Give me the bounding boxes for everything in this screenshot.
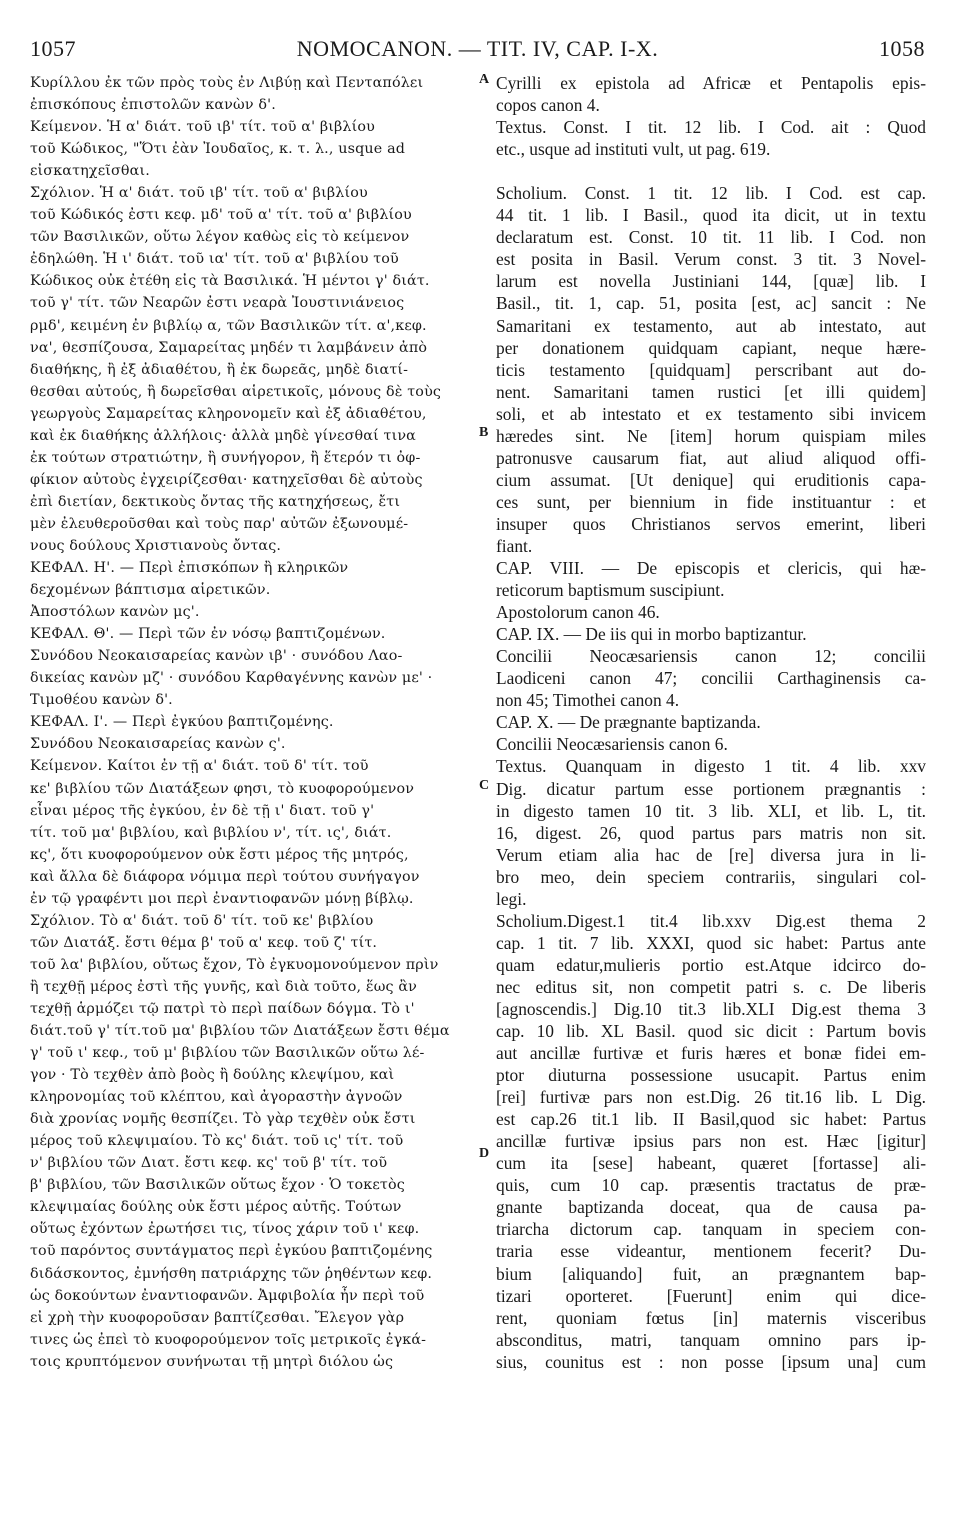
- page-number-right: 1058: [879, 36, 925, 61]
- greek-text-line: τοῦ παρόντος συντάγματος περὶ ἐγκύου βαπτιζομένης: [30, 1243, 433, 1260]
- greek-text-line: να', θεσπίζουσα, Σαμαρείτας μηδέν τι λαμβάνειν ἀπὸ: [30, 339, 428, 356]
- latin-text-line: quam edatur,mulieris portio est.Atque idcirco do-: [496, 954, 926, 975]
- latin-text-line: ticis testamento [quidquam] perscribant aut do-: [496, 359, 926, 380]
- latin-text-line: est cap.26 tit.1 lib. II Basil,quod sic habet: Partus: [496, 1109, 926, 1130]
- latin-text-line: bium [aliquando] fuit, an prægnantem bap-: [496, 1263, 926, 1284]
- greek-text-line: καὶ ἐκ διαθήκης ἀλλήλοις· ἀλλὰ μηδὲ γίνεσθαί τινα: [30, 427, 416, 444]
- greek-text-line: Κώδικος οὐκ ἐτέθη εἰς τὰ Βασιλικά. Ἡ μέντοι γ' διάτ.: [30, 273, 430, 290]
- latin-text-line: ancillæ furtivæ ipsius pars non est. Hæc [igitur]: [496, 1131, 926, 1152]
- greek-text-line: γ' τοῦ ι' κεφ., τοῦ μ' βιβλίου τῶν Βασιλικῶν οὕτω λέ-: [30, 1045, 425, 1062]
- latin-text-line: patronusve causarum fiat, aut aliud aliquod offi-: [496, 447, 926, 468]
- greek-text-line: ἐπὶ διετίαν, δεκτικοὺς ὄντας τῆς κατηχήσεως, ἔτι: [30, 493, 401, 510]
- greek-text-line: εἶναι μέρος τῆς ἐγκύου, ἐν δὲ τῇ ι' διατ. τοῦ γ': [30, 802, 375, 819]
- latin-text-line: absconditus, matri, tanquam omnino pars ip-: [496, 1329, 926, 1350]
- greek-text-line: ΚΕΦΑΛ. Ι'. — Περὶ ἐγκύου βαπτιζομένης.: [30, 714, 334, 731]
- latin-text-line: larum est novella Justiniani 144, [quæ] lib. I: [496, 271, 926, 292]
- latin-text-line: Cyrilli ex epistola ad Africæ et Pentapolis epis-: [496, 73, 926, 93]
- greek-text-line: ν' βιβλίου τῶν Διατ. ἔστι κεφ. κς' τοῦ β' τίτ. τοῦ: [30, 1155, 388, 1172]
- latin-text-line: [496, 160, 926, 182]
- latin-text-line: CAP. VIII. — De episcopis et clericis, qui hæ-: [496, 558, 926, 579]
- latin-text-line: Scholium.Digest.1 tit.4 lib.xxv Dig.est thema 2: [496, 910, 926, 931]
- latin-text-line: Laodiceni canon 47; concilii Carthaginensis ca-: [496, 668, 926, 689]
- latin-text-line: cum ita [sese] habeant, quæret [fortasse] ali-: [496, 1153, 926, 1174]
- greek-text-line: Σχόλιον. Ἡ α' διάτ. τοῦ ιβ' τίτ. τοῦ α' βιβλίου: [30, 185, 368, 202]
- latin-text-line: Concilii Neocæsariensis canon 6.: [496, 734, 728, 755]
- greek-text-line: Κυρίλλου ἐκ τῶν πρὸς τοὺς ἐν Λιβύῃ καὶ Πενταπόλει: [30, 75, 424, 91]
- latin-text-column: [496, 72, 926, 1527]
- section-marker-d: D: [479, 1146, 490, 1161]
- page-number-left: 1057: [30, 36, 76, 61]
- greek-text-line: μέρος τοῦ κλεψιμαίου. Τὸ κς' διάτ. τοῦ ις' τίτ. τοῦ: [30, 1133, 404, 1150]
- latin-text-line: Verum etiam alia hac de [re] diversa jura in li-: [496, 844, 926, 865]
- latin-text-line: aut ancillæ furtivæ et furis hæres et bonæ fidei em-: [496, 1043, 926, 1064]
- latin-text-line: in digesto tamen 10 tit. 3 lib. XLI, et lib. L, tit.: [496, 800, 926, 821]
- greek-text-line: τοις κρυπτόμενον συνήνωται τῇ μητρὶ διόλου ὡς: [30, 1353, 394, 1370]
- running-title: NOMOCANON. — TIT. IV, CAP. I-X.: [296, 36, 659, 61]
- greek-text-line: τεχθῇ ἁρμόζει τῷ πατρὶ τὸ περὶ παίδων δόγμα. Τὸ ι': [30, 1000, 415, 1017]
- latin-text-line: CAP. IX. — De iis qui in morbo baptizantur.: [496, 624, 807, 645]
- section-marker-b: B: [479, 425, 489, 440]
- greek-text-line: διδάσκοντος, ἐμνήσθη πατριάρχης τῶν ῥηθέντων κεφ.: [30, 1265, 433, 1282]
- latin-text-line: declaratum est. Const. 10 tit. 11 lib. I Cod. non: [496, 227, 926, 248]
- latin-text-line: soli, et ab intestato et ex testamento sibi invicem: [496, 403, 926, 424]
- greek-text-line: ἐν τῷ γραφέντι μοι περὶ ἐναντιοφανῶν μόνῃ βίβλῳ.: [30, 890, 414, 907]
- greek-text-line: τοῦ λα' βιβλίου, οὕτως ἔχον, Τὸ ἐγκυομονούμενον πρὶν: [30, 956, 439, 973]
- greek-text-line: κλεψιμαίας δούλης οὐκ ἔστι μέρος αὐτῆς. Τούτων: [30, 1199, 402, 1216]
- latin-text-line: cap. 10 lib. XL Basil. quod sic dicit : Partum bovis: [496, 1021, 926, 1042]
- latin-text-line: est posita in Basil. Verum const. 3 tit. 3 Novel-: [496, 249, 926, 270]
- latin-text-line: Apostolorum canon 46.: [496, 602, 660, 623]
- latin-text-line: cium assumat. [Ut denique] qui eruditionis capa-: [496, 469, 926, 490]
- greek-text-line: τινες ὡς ἐπεὶ τὸ κυοφορούμενον τοῖς μετρικοῖς ἐγκά-: [30, 1331, 427, 1348]
- latin-text-line: Concilii Neocæsariensis canon 12; concilii: [496, 646, 926, 667]
- latin-text-line: traria esse videantur, mentionem fecerit? Du-: [496, 1241, 926, 1262]
- latin-text-line: tizari oporteret. [Fuerunt] enim qui dice-: [496, 1285, 926, 1306]
- latin-text-line: rent, quoniam fœtus [in] maternis visceribus: [496, 1307, 926, 1328]
- latin-text-line: Textus. Quanquam in digesto 1 tit. 4 lib. xxv: [496, 756, 926, 777]
- greek-text-line: τοῦ Κώδικός ἐστι κεφ. μδ' τοῦ α' τίτ. τοῦ α' βιβλίου: [30, 207, 412, 224]
- greek-text-line: ὡς δοκούντων ἐναντιοφανῶν. Ἀμφιβολία ἦν περὶ τοῦ: [30, 1287, 425, 1304]
- greek-text-line: τίτ. τοῦ μα' βιβλίου, καὶ βιβλίου ν', τίτ. ις', διάτ.: [30, 824, 392, 841]
- greek-text-line: εἰ χρὴ τὴν κυοφοροῦσαν βαπτίζεσθαι. Ἔλεγον γὰρ: [30, 1309, 405, 1326]
- latin-text-line: sius, counitus est : non posse [ipsum una] cum: [496, 1351, 926, 1372]
- greek-text-line: οὕτως ἐχόντων ἐρωτήσει τις, τίνος χάριν τοῦ ι' κεφ.: [30, 1221, 420, 1238]
- greek-text-line: Τιμοθέου κανὼν δ'.: [30, 692, 173, 709]
- latin-text-line: insuper quos Christianos servos emerint, liberi: [496, 513, 926, 534]
- latin-text-line: ptor diuturna possessione usucapit. Partus enim: [496, 1065, 926, 1086]
- latin-text-line: 16, digest. 26, quod partus pars matris non sit.: [496, 822, 926, 843]
- greek-text-line: Κείμενον. Καίτοι ἐν τῇ α' διάτ. τοῦ δ' τίτ. τοῦ: [30, 758, 369, 775]
- greek-text-line: ρμδ', κειμένη ἐν βιβλίῳ α, τῶν Βασιλικῶν τίτ. α',κεφ.: [30, 317, 427, 334]
- latin-text-line: legi.: [496, 888, 527, 909]
- greek-text-line: φίκιον αὐτοὺς ἐγχειρίζεσθαι· κατηχεῖσθαι δὲ αὐτοὺς: [30, 471, 423, 488]
- latin-text-line: hæredes sint. Ne [item] horum quispiam miles: [496, 425, 926, 446]
- greek-text-line: δικείας κανὼν μζ' · συνόδου Καρθαγέννης κανὼν με' ·: [30, 670, 433, 687]
- greek-text-line: κληρονομίας τοῦ κλέπτου, καὶ ἀγοραστὴν ἀγνοῶν: [30, 1089, 403, 1106]
- greek-text-line: ἐκ τούτων στρατιώτην, ἢ συνήγορον, ἢ ἕτερόν τι ὀφ-: [30, 449, 421, 466]
- greek-text-line: τῶν Βασιλικῶν, οὕτω λέγον καθὼς εἰς τὸ κείμενον: [30, 229, 410, 246]
- greek-text-line: Κείμενον. Ἡ α' διάτ. τοῦ ιβ' τίτ. τοῦ α' βιβλίου: [30, 119, 375, 136]
- latin-text-line: [rei] furtivæ pars non est.Dig. 26 tit.16 lib. L Dig.: [496, 1087, 926, 1108]
- greek-text-line: τοῦ Κώδικος, "Ὅτι ἐὰν Ἰουδαῖος, κ. τ. λ., usque ad: [30, 141, 406, 158]
- greek-text-line: τῶν Διατάξ. ἔστι θέμα β' τοῦ α' κεφ. τοῦ ζ' τίτ.: [30, 934, 378, 951]
- latin-text-line: reticorum baptismum suscipiunt.: [496, 580, 725, 601]
- latin-text-line: Textus. Const. I tit. 12 lib. I Cod. ait : Quod: [496, 117, 926, 138]
- latin-text-line: cap. 1 tit. 7 lib. XXXI, quod sic habet: Partus ante: [496, 932, 926, 953]
- greek-text-line: γον · Τὸ τεχθὲν ἀπὸ βοὸς ἢ δούλης κλεψίμου, καὶ: [30, 1067, 395, 1084]
- greek-text-line: Συνόδου Νεοκαισαρείας κανὼν ιβ' · συνόδου Λαο-: [30, 648, 403, 665]
- page-header: [30, 36, 925, 70]
- greek-text-line: νους δούλους Χριστιανοὺς ὄντας.: [30, 537, 282, 554]
- greek-text-line: ἢ τεχθῇ μέρος ἐστὶ τῆς γυνῆς, καὶ διὰ τοῦτο, ἕως ἂν: [30, 978, 418, 995]
- greek-text-line: διὰ χρονίας νομῆς θεσπίζει. Τὸ γὰρ τεχθὲν οὐκ ἔστι: [30, 1111, 416, 1128]
- greek-text-line: μὲν ἐλευθεροῦσθαι καὶ τοὺς παρ' αὐτῶν ἐξωνουμέ-: [30, 515, 409, 532]
- greek-text-line: διάτ.τοῦ γ' τίτ.τοῦ μα' βιβλίου τῶν Διατάξεων ἔστι θέμα: [30, 1023, 450, 1040]
- latin-text-line: non 45; Timothei canon 4.: [496, 690, 680, 711]
- section-marker-c: C: [479, 778, 490, 793]
- latin-text-line: Dig. dicatur partum esse portionem prægnantis :: [496, 778, 926, 799]
- latin-text-line: CAP. X. — De prægnante baptizanda.: [496, 712, 761, 733]
- greek-text-line: γεωργοὺς Σαμαρείτας κληρονομεῖν καὶ ἐξ ἀδιαθέτου,: [30, 405, 427, 422]
- latin-text-line: quis, cum 10 cap. præsentis tractatus de præ-: [496, 1175, 926, 1196]
- latin-text-line: per donationem quidquam capiant, neque hære-: [496, 337, 926, 358]
- latin-text-line: bro meo, dein speciem contrariis, singulari col-: [496, 866, 926, 887]
- greek-text-line: β' βιβλίου, τῶν Βασιλικῶν οὕτως ἔχον · Ὁ τοκετὸς: [30, 1177, 405, 1194]
- latin-text-line: triarcha dictorum cap. tanquam in speciem con-: [496, 1219, 926, 1240]
- latin-text-line: copos canon 4.: [496, 95, 600, 116]
- latin-text-line: nent. Samaritani tamen rustici [et illi quidem]: [496, 381, 926, 402]
- greek-text-line: ΚΕΦΑΛ. Θ'. — Περὶ τῶν ἐν νόσῳ βαπτιζομένων.: [30, 626, 386, 643]
- greek-text-line: Ἀποστόλων κανὼν μς'.: [30, 604, 200, 621]
- greek-text-line: θεσθαι αὐτούς, ἢ δωρεῖσθαι αἱρετικοῖς, μόνους δὲ τοὺς: [30, 383, 442, 400]
- latin-text-line: Scholium. Const. 1 tit. 12 lib. I Cod. est cap.: [496, 183, 926, 204]
- latin-text-line: fiant.: [496, 535, 533, 556]
- latin-text-line: Basil., tit. 1, cap. 51, posita [est, ac] sancit : Ne: [496, 293, 926, 314]
- greek-text-line: ΚΕΦΑΛ. Η'. — Περὶ ἐπισκόπων ἢ κληρικῶν: [30, 560, 349, 577]
- latin-text-line: nec editus sit, non competit patri s. c. De liberis: [496, 976, 926, 997]
- greek-text-line: Συνόδου Νεοκαισαρείας κανὼν ς'.: [30, 736, 286, 753]
- greek-text-line: Σχόλιον. Τὸ α' διάτ. τοῦ δ' τίτ. τοῦ κε' βιβλίου: [30, 912, 374, 929]
- greek-text-line: κε' βιβλίου τῶν Διατάξεων φησι, τὸ κυοφορούμενον: [30, 780, 415, 797]
- greek-text-line: ἐδηλώθη. Ἡ ι' διάτ. τοῦ ια' τίτ. τοῦ α' βιβλίου τοῦ: [30, 251, 399, 268]
- greek-text-line: δεχομένων βάπτισμα αἱρετικῶν.: [30, 582, 271, 599]
- greek-text-line: διαθήκης, ἢ ἐξ ἀδιαθέτου, ἢ ἐκ δωρεᾶς, μηδὲ διατί-: [30, 361, 409, 378]
- latin-text-line: ces sunt, per biennium in fide instituantur : et: [496, 491, 926, 512]
- latin-text-line: [agnoscendis.] Dig.10 tit.3 lib.XLI Dig.est thema 3: [496, 998, 926, 1019]
- greek-text-line: τοῦ γ' τίτ. τῶν Νεαρῶν ἐστι νεαρὰ Ἰουστινιάνειος: [30, 295, 405, 312]
- latin-text-line: gnante baptizanda doceat, qua de causa pa-: [496, 1197, 926, 1218]
- latin-text-line: 44 tit. 1 lib. I Basil., quod ita dicit, ut in textu: [496, 205, 926, 226]
- greek-text-line: καὶ ἄλλα δὲ διάφορα νόμιμα περὶ τούτου συνήγαγον: [30, 868, 420, 885]
- greek-text-column: [30, 72, 492, 1527]
- greek-text-line: εἰσκατηχεῖσθαι.: [30, 163, 150, 180]
- greek-text-line: κς', ὅτι κυοφορούμενον οὐκ ἔστι μέρος τῆς μητρός,: [30, 846, 409, 863]
- latin-text-line: etc., usque ad instituti vult, ut pag. 619.: [496, 139, 771, 160]
- latin-text-line: Samaritani ex testamento, aut ab intestato, aut: [496, 315, 926, 336]
- section-marker-a: A: [479, 72, 490, 87]
- greek-text-line: ἐπισκόπους ἐπιστολῶν κανὼν δ'.: [30, 97, 276, 114]
